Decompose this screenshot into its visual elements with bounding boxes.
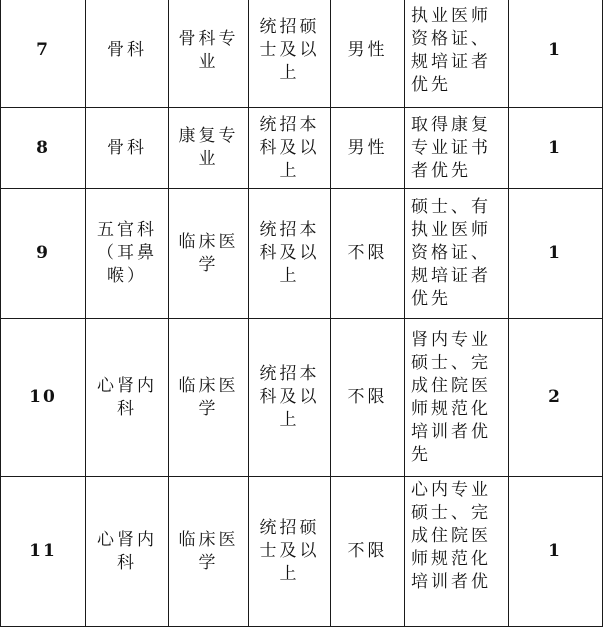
cell-count: 1 [509,477,603,627]
cell-count: 1 [509,189,603,319]
cell-requirements: 执业医师 资格证、 规培证者 优先 [405,0,509,108]
cell-dept: 骨科 [86,0,169,108]
cell-requirements: 取得康复 专业证书 者优先 [405,108,509,189]
cell-requirements: 心内专业 硕士、完 成住院医 师规范化 培训者优 [405,477,509,627]
cell-no: 8 [1,108,86,189]
cell-gender: 男性 [331,108,405,189]
cell-requirements: 硕士、有 执业医师 资格证、 规培证者 优先 [405,189,509,319]
cell-no: 10 [1,319,86,477]
cell-gender: 不限 [331,477,405,627]
cell-no: 7 [1,0,86,108]
cell-dept: 骨科 [86,108,169,189]
cell-requirements: 肾内专业 硕士、完 成住院医 师规范化 培训者优 先 [405,319,509,477]
cell-count: 2 [509,319,603,477]
cell-gender: 不限 [331,189,405,319]
cell-gender: 不限 [331,319,405,477]
cell-education: 统招本 科及以 上 [249,189,331,319]
table-row [1,108,603,189]
table-row [1,0,603,108]
cell-education: 统招硕 士及以 上 [249,0,331,108]
cell-no: 9 [1,189,86,319]
table-body [1,0,603,627]
table-row [1,189,603,319]
cell-major: 骨科专 业 [169,0,249,108]
table-row [1,319,603,477]
cell-dept: 五官科 （耳鼻 喉） [86,189,169,319]
cell-major: 康复专 业 [169,108,249,189]
cell-major: 临床医 学 [169,319,249,477]
cell-dept: 心肾内 科 [86,319,169,477]
cell-dept: 心肾内 科 [86,477,169,627]
cell-gender: 男性 [331,0,405,108]
cell-count: 1 [509,108,603,189]
cell-education: 统招本 科及以 上 [249,319,331,477]
cell-education: 统招本 科及以 上 [249,108,331,189]
cell-major: 临床医 学 [169,477,249,627]
cell-major: 临床医 学 [169,189,249,319]
table-row [1,477,603,627]
cell-education: 统招硕 士及以 上 [249,477,331,627]
cell-count: 1 [509,0,603,108]
cell-no: 11 [1,477,86,627]
